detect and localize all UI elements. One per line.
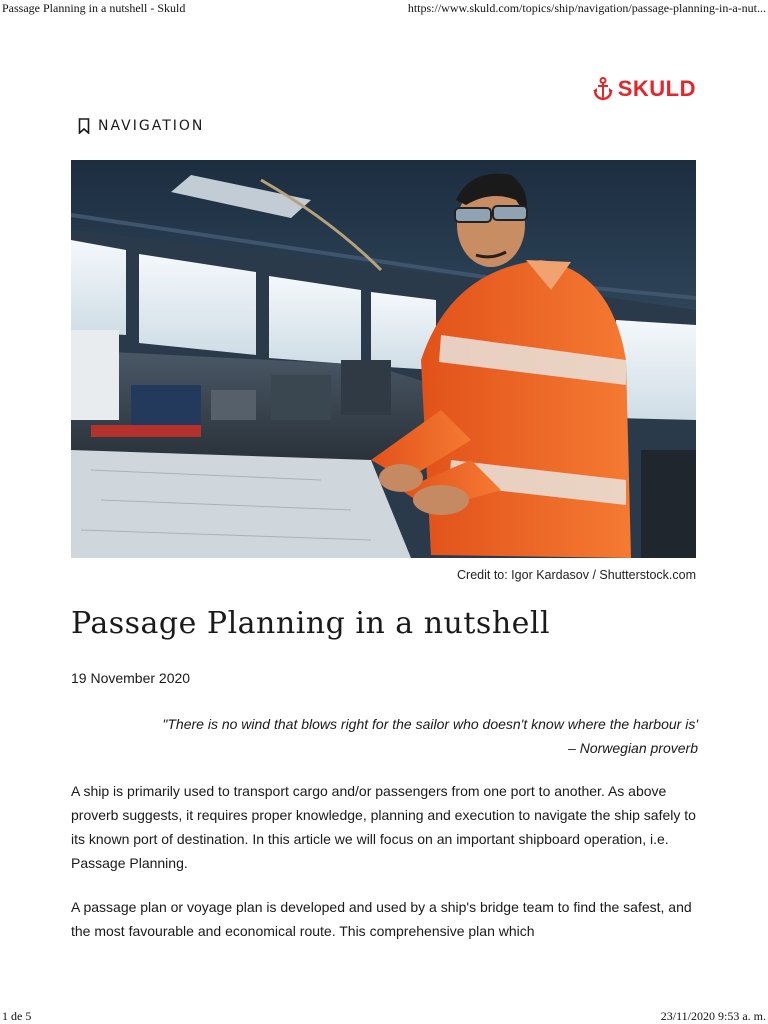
print-timestamp: 23/11/2020 9:53 a. m.	[660, 1008, 766, 1023]
article-date: 19 November 2020	[71, 670, 191, 686]
hero-image	[71, 160, 696, 558]
image-credit: Credit to: Igor Kardasov / Shutterstock.com	[457, 568, 696, 582]
anchor-icon	[593, 77, 613, 101]
article-title: Passage Planning in a nutshell	[71, 606, 551, 641]
article-paragraph: A passage plan or voyage plan is developed and used by a ship's bridge team to find the safest, and the most favourable and economical route. This comprehensive plan which	[71, 899, 692, 939]
skuld-logo[interactable]	[593, 76, 696, 102]
article-paragraph: A ship is primarily used to transport cargo and/or passengers from one port to another. As above proverb suggests, it requires proper knowledge, planning and execution to navigate the ship safely to its known port of destination. In this article we will focus on an important shipboard operation, i.e. Passage Planning.	[71, 783, 696, 871]
logo-wordmark: SKULD	[617, 76, 696, 101]
category-label: NAVIGATION	[98, 118, 205, 134]
category-tag[interactable]	[78, 118, 204, 134]
bookmark-icon	[78, 118, 90, 134]
quote-text: "There is no wind that blows right for the sailor who doesn't know where the harbour is'	[162, 716, 698, 732]
print-page-url: https://www.skuld.com/topics/ship/navigation/passage-planning-in-a-nut...	[407, 0, 766, 15]
print-footer	[0, 1008, 768, 1024]
print-page-number: 1 de 5	[2, 1008, 32, 1023]
print-page-title: Passage Planning in a nutshell - Skuld	[2, 0, 186, 15]
quote-source: – Norwegian proverb	[568, 740, 698, 756]
print-header	[0, 0, 768, 16]
hero-illustration	[71, 160, 696, 558]
article-quote	[71, 712, 698, 760]
